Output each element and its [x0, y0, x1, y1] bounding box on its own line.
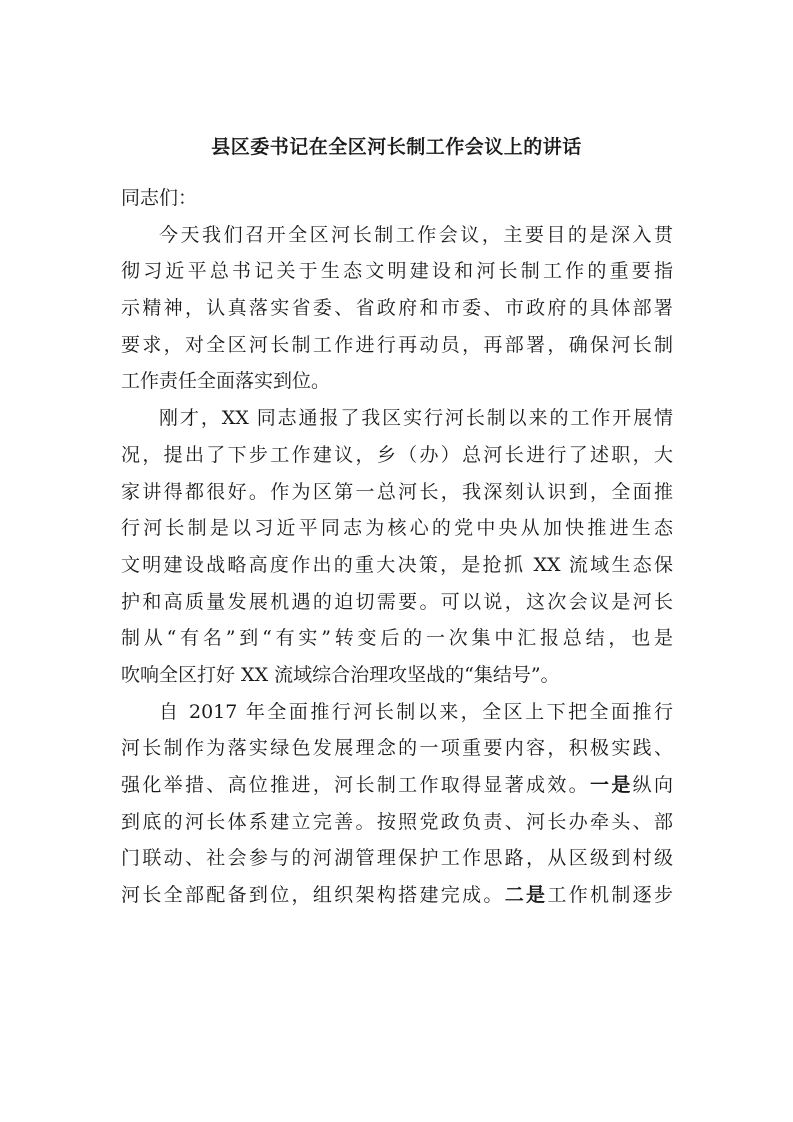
paragraph-2-line: 文明建设战略高度作出的重大决策，是抢抓 XX 流域生态保 [121, 553, 673, 576]
salutation: 同志们： [121, 187, 198, 209]
paragraph-2-line: 吹响全区打好 XX 流域综合治理攻坚战的“集结号”。 [121, 663, 560, 686]
paragraph-3-line: 门联动、社会参与的河湖管理保护工作思路，从区级到村级 [121, 847, 673, 870]
paragraph-1-line: 要求，对全区河长制工作进行再动员，再部署，确保河长制 [121, 333, 673, 356]
paragraph-3-line: 到底的河长体系建立完善。按照党政负责、河长办牵头、部 [121, 810, 673, 833]
paragraph-2-line: 行河长制是以习近平同志为核心的党中央从加快推进生态 [121, 517, 673, 540]
emphasis-second: 二是 [504, 884, 548, 907]
paragraph-3-line-with-bold [121, 767, 673, 804]
paragraph-2-line: 家讲得都很好。作为区第一总河长，我深刻认识到，全面推 [121, 480, 673, 503]
paragraph-1-line: 示精神，认真落实省委、省政府和市委、市政府的具体部署 [121, 297, 673, 320]
paragraph-3-line-with-bold [121, 877, 673, 914]
paragraph-3-text: 河长全部配备到位，组织架构搭建完成。 [121, 884, 505, 907]
paragraph-1-line: 彻习近平总书记关于生态文明建设和河长制工作的重要指 [121, 260, 673, 283]
paragraph-3-text: 强化举措、高位推进，河长制工作取得显著成效。 [121, 774, 590, 796]
paragraph-1-line: 今天我们召开全区河长制工作会议，主要目的是深入贯 [159, 223, 673, 246]
paragraph-3-line: 自 2017 年全面推行河长制以来，全区上下把全面推行 [159, 700, 673, 723]
paragraph-3-text: 纵向 [632, 774, 673, 796]
emphasis-first: 一是 [590, 774, 633, 796]
paragraph-2-line: 制从“有名”到“有实”转变后的一次集中汇报总结，也是 [121, 627, 673, 650]
document-body [121, 180, 673, 914]
paragraph-3-text: 工作机制逐步 [547, 884, 673, 907]
document-title: 县区委书记在全区河长制工作会议上的讲话 [211, 136, 582, 158]
paragraph-2-line: 护和高质量发展机遇的迫切需要。可以说，这次会议是河长 [121, 590, 673, 613]
paragraph-2-line: 况，提出了下步工作建议，乡（办）总河长进行了述职，大 [121, 443, 673, 466]
paragraph-2-line: 刚才，XX 同志通报了我区实行河长制以来的工作开展情 [159, 407, 673, 430]
paragraph-1-line: 工作责任全面落实到位。 [121, 370, 331, 393]
paragraph-3-line: 河长制作为落实绿色发展理念的一项重要内容，积极实践、 [121, 737, 673, 760]
